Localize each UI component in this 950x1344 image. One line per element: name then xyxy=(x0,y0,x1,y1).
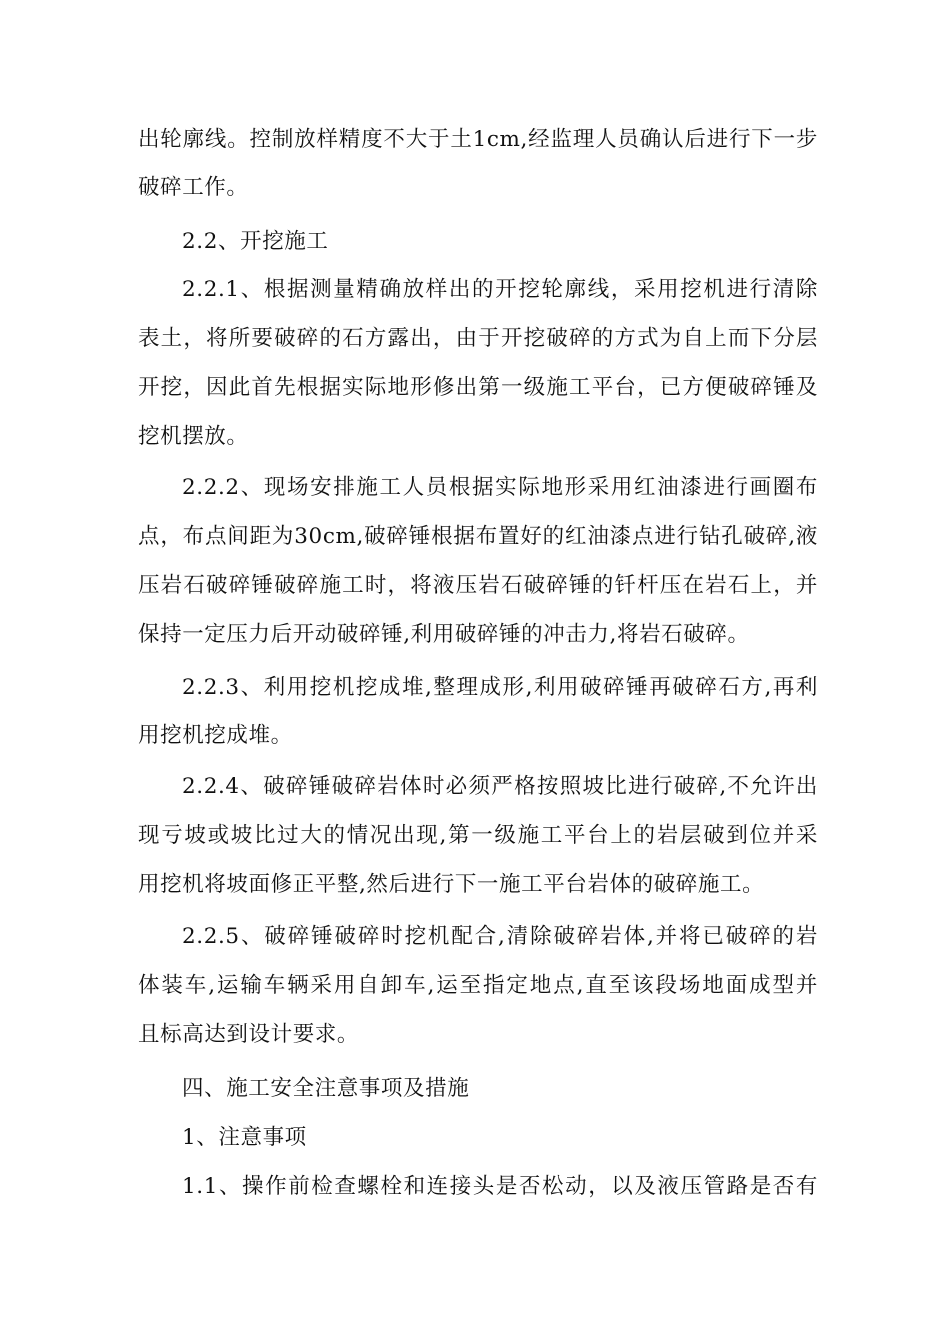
section-heading-4: 四、施工安全注意事项及措施 xyxy=(182,1076,470,1101)
paragraph-2-2-4-line-1: 2.2.4、破碎锤破碎岩体时必须严格按照坡比进行破碎,不允许出 xyxy=(182,774,818,799)
paragraph-2-2-2-line-3: 压岩石破碎锤破碎施工时，将液压岩石破碎锤的钎杆压在岩石上，并 xyxy=(138,573,818,598)
paragraph-2-2-4-line-2: 现亏坡或坡比过大的情况出现,第一级施工平台上的岩层破到位并采 xyxy=(138,823,818,848)
paragraph-2-2-1-line-2: 表土，将所要破碎的石方露出，由于开挖破碎的方式为自上而下分层 xyxy=(138,326,818,351)
paragraph-2-2-4-line-3: 用挖机将坡面修正平整,然后进行下一施工平台岩体的破碎施工。 xyxy=(138,872,765,897)
section-heading-2-2: 2.2、开挖施工 xyxy=(182,229,329,254)
paragraph-2-2-2-line-2: 点，布点间距为30cm,破碎锤根据布置好的红油漆点进行钻孔破碎,液 xyxy=(138,524,818,549)
paragraph-2-2-1-line-4: 挖机摆放。 xyxy=(138,424,249,449)
paragraph-2-2-2-line-4: 保持一定压力后开动破碎锤,利用破碎锤的冲击力,将岩石破碎。 xyxy=(138,622,750,647)
subsection-heading-1: 1、注意事项 xyxy=(182,1125,307,1150)
paragraph-2-2-3-line-2: 用挖机挖成堆。 xyxy=(138,723,293,748)
body-line-2: 破碎工作。 xyxy=(138,175,249,200)
paragraph-2-2-5-line-1: 2.2.5、破碎锤破碎时挖机配合,清除破碎岩体,并将已破碎的岩 xyxy=(182,924,818,949)
paragraph-2-2-5-line-3: 且标高达到设计要求。 xyxy=(138,1022,360,1047)
paragraph-2-2-5-line-2: 体装车,运输车辆采用自卸车,运至指定地点,直至该段场地面成型并 xyxy=(138,973,818,998)
paragraph-2-2-1-line-1: 2.2.1、根据测量精确放样出的开挖轮廓线，采用挖机进行清除 xyxy=(182,277,818,302)
paragraph-2-2-2-line-1: 2.2.2、现场安排施工人员根据实际地形采用红油漆进行画圈布 xyxy=(182,475,818,500)
paragraph-1-1-line-1: 1.1、操作前检查螺栓和连接头是否松动，以及液压管路是否有 xyxy=(182,1174,818,1199)
paragraph-2-2-3-line-1: 2.2.3、利用挖机挖成堆,整理成形,利用破碎锤再破碎石方,再利 xyxy=(182,675,818,700)
body-line-1: 出轮廓线。控制放样精度不大于土1cm,经监理人员确认后进行下一步 xyxy=(138,127,818,152)
paragraph-2-2-1-line-3: 开挖，因此首先根据实际地形修出第一级施工平台，已方便破碎锤及 xyxy=(138,375,818,400)
